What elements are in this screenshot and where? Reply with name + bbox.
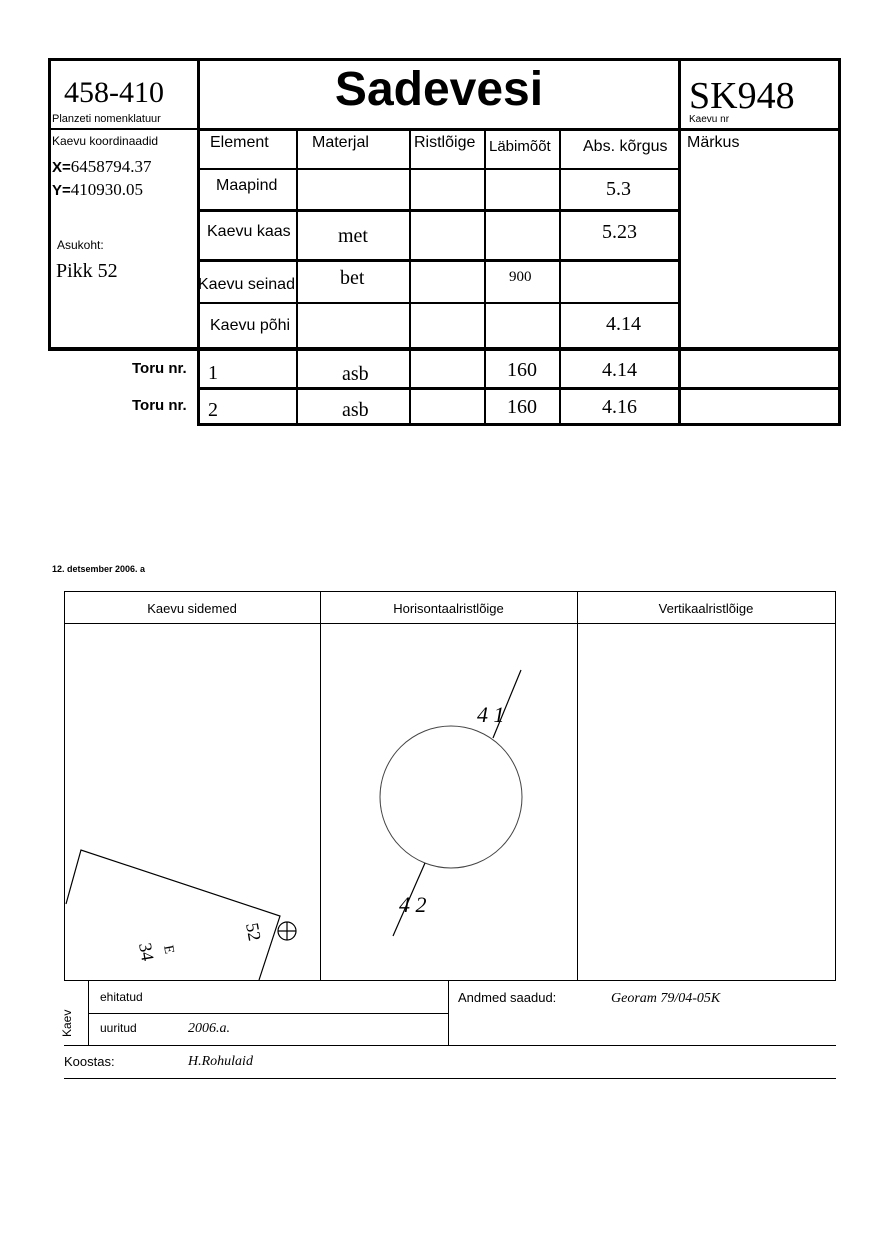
surveyed-label: uuritud	[100, 1021, 137, 1035]
compiled-value: H.Rohulaid	[188, 1054, 253, 1069]
pipe-diameter: 160	[507, 396, 537, 418]
row-element: Kaevu põhi	[210, 317, 291, 334]
col-title-vertical-section: Vertikaalristlõige	[658, 601, 754, 616]
x-coordinate	[52, 157, 152, 177]
pipe-diameter: 160	[507, 359, 537, 381]
source-value: Georam 79/04-05K	[611, 991, 721, 1006]
well-section-label: Kaev	[60, 1009, 74, 1037]
well-number: SK948	[689, 75, 795, 117]
surveyed-value: 2006.a.	[188, 1021, 230, 1036]
row-element: Maapind	[216, 177, 278, 194]
pipe-label-1: 4 1	[477, 702, 505, 727]
y-label: Y=	[52, 182, 71, 199]
row-diameter: 900	[509, 269, 532, 285]
compiled-label: Koostas:	[64, 1054, 115, 1069]
col-header-cross-section: Ristlõige	[414, 134, 476, 151]
col-header-note: Märkus	[687, 134, 740, 151]
pipe-material: asb	[342, 399, 369, 421]
building-number-34: 34	[135, 941, 158, 963]
pipe-material: asb	[342, 363, 369, 385]
y-value: 410930.05	[70, 180, 144, 199]
manhole-circle	[380, 726, 522, 868]
pipe-number: 2	[208, 399, 218, 421]
horizontal-section-sketch	[321, 624, 577, 980]
source-label: Andmed saadud:	[458, 990, 557, 1005]
row-material: bet	[340, 267, 365, 289]
col-title-connections: Kaevu sidemed	[147, 601, 237, 616]
pipe-number: 1	[208, 362, 218, 384]
row-element: Kaevu kaas	[207, 223, 291, 240]
col-header-elevation: Abs. kõrgus	[583, 138, 668, 155]
pipe-label-2: 4 2	[399, 892, 427, 917]
pipe-elevation: 4.14	[602, 359, 637, 381]
coords-label: Kaevu koordinaadid	[52, 134, 159, 148]
col-header-element: Element	[210, 134, 269, 151]
connections-sketch	[64, 624, 320, 980]
row-material: met	[338, 225, 368, 247]
page-title: Sadevesi	[334, 63, 544, 116]
site-label: Asukoht:	[57, 238, 104, 252]
x-value: 6458794.37	[70, 157, 152, 176]
y-coordinate	[52, 180, 143, 200]
well-label: Kaevu nr	[689, 114, 730, 125]
row-element: Kaevu seinad	[198, 276, 295, 293]
sheet-label: Planzeti nomenklatuur	[52, 113, 161, 125]
pipe-elevation: 4.16	[602, 396, 637, 418]
col-header-diameter: Läbimõõt	[489, 138, 551, 155]
building-suffix: E	[160, 944, 177, 956]
document-date: 12. detsember 2006. a	[52, 564, 146, 574]
x-label: X=	[52, 159, 71, 176]
building-number-52: 52	[242, 921, 265, 943]
built-label: ehitatud	[100, 990, 143, 1004]
col-title-horizontal-section: Horisontaalristlõige	[393, 601, 504, 616]
pipe-label: Toru nr.	[132, 397, 187, 414]
pipe-label: Toru nr.	[132, 360, 187, 377]
sheet-number: 458-410	[64, 76, 164, 109]
col-header-material: Materjal	[312, 134, 369, 151]
building-outline	[66, 850, 280, 980]
row-elevation: 4.14	[606, 313, 641, 335]
site-value: Pikk 52	[56, 260, 118, 282]
row-elevation: 5.3	[606, 178, 631, 200]
row-elevation: 5.23	[602, 221, 637, 243]
